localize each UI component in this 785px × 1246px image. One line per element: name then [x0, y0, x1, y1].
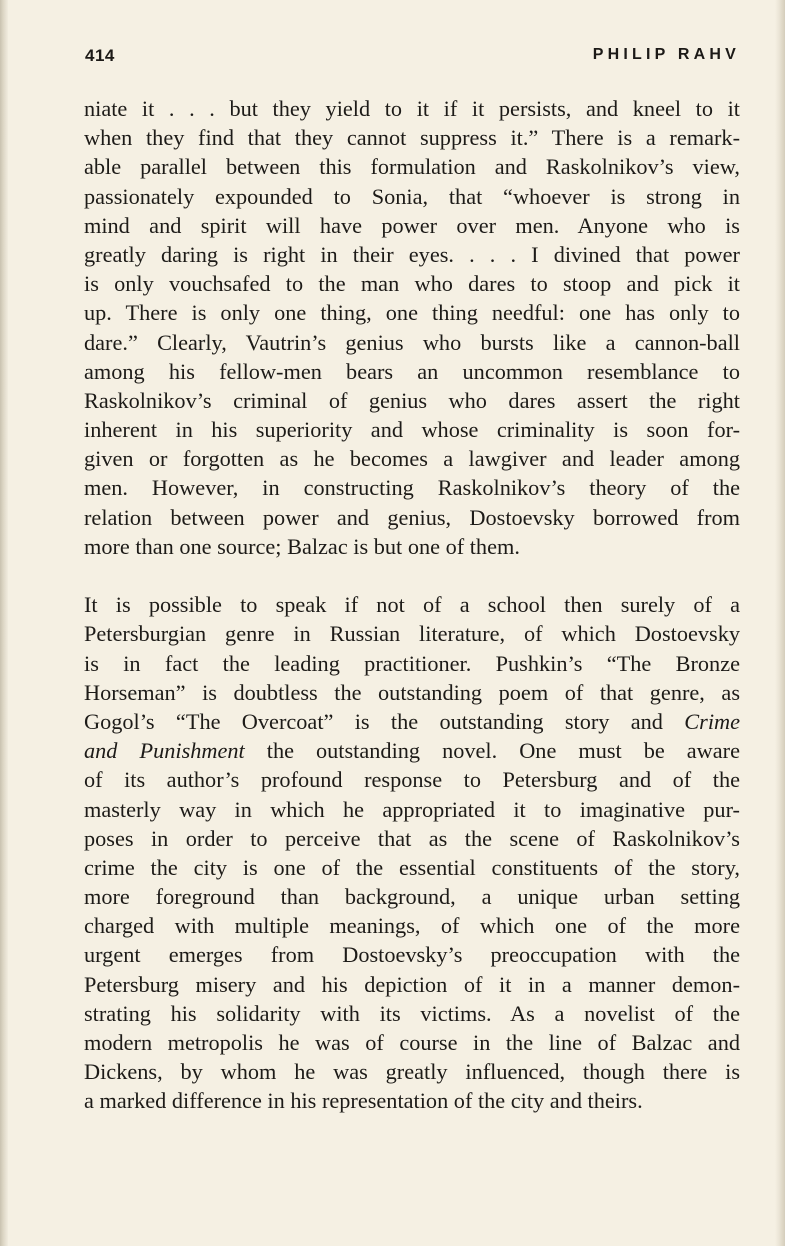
text-line: Horseman” is doubtless the outstanding poem of that genre, as	[84, 679, 740, 705]
text-line: given or forgotten as he becomes a lawgiver and leader among	[84, 446, 740, 472]
page-left-edge	[0, 0, 8, 1246]
text-line: relation between power and genius, Dostoevsky borrowed from	[84, 504, 740, 530]
paragraph-1	[84, 94, 740, 561]
text-line: It is possible to speak if not of a school then surely of a	[84, 592, 740, 618]
body-text	[84, 94, 740, 1116]
italic-title-word: and	[84, 738, 118, 764]
text-line: Dickens, by whom he was greatly influenced, though there is	[84, 1059, 740, 1085]
text-line: more foreground than background, a unique urban setting	[84, 884, 740, 910]
text-line: Petersburg misery and his depiction of it in a manner demon-	[84, 971, 740, 997]
text-line: poses in order to perceive that as the scene of Raskolnikov’s	[84, 825, 740, 851]
italic-title-word: Punishment	[139, 738, 245, 764]
text-line: mind and spirit will have power over men. Anyone who is	[84, 212, 740, 238]
text-line: inherent in his superiority and whose criminality is soon for-	[84, 417, 740, 443]
text-line: passionately expounded to Sonia, that “whoever is strong in	[84, 183, 740, 209]
text-line: men. However, in constructing Raskolnikov’s theory of the	[84, 475, 740, 501]
running-head: PHILIP RAHV	[592, 46, 740, 63]
text-line-with-italic	[84, 736, 740, 765]
text-line: Petersburgian genre in Russian literature, of which Dostoevsky	[84, 621, 740, 647]
text-line: a marked difference in his representation of the city and theirs.	[84, 1088, 643, 1114]
text-line: greatly daring is right in their eyes. . . . I divined that power	[84, 241, 740, 267]
text-line: is only vouchsafed to the man who dares to stoop and pick it	[84, 271, 740, 297]
page-header	[85, 46, 740, 72]
text-line: dare.” Clearly, Vautrin’s genius who bursts like a cannon-ball	[84, 329, 740, 355]
text-line: urgent emerges from Dostoevsky’s preoccupation with the	[84, 942, 740, 968]
text-line-with-italic	[84, 707, 740, 736]
text-line: masterly way in which he appropriated it to imaginative pur-	[84, 796, 740, 822]
italic-title-word: Crime	[684, 708, 740, 734]
paragraph-2	[84, 590, 740, 1115]
text-line: crime the city is one of the essential constituents of the story,	[84, 854, 740, 880]
text-line: more than one source; Balzac is but one of them.	[84, 533, 520, 559]
text-segment: Gogol’s “The Overcoat” is the outstanding story and	[84, 708, 663, 734]
text-line: Raskolnikov’s criminal of genius who dares assert the right	[84, 387, 740, 413]
text-line: able parallel between this formulation and Raskolnikov’s view,	[84, 154, 740, 180]
text-line: up. There is only one thing, one thing needful: one has only to	[84, 300, 740, 326]
text-line: modern metropolis he was of course in the line of Balzac and	[84, 1030, 740, 1055]
text-segment: the outstanding novel. One must be aware	[266, 738, 740, 764]
paragraph-gap	[84, 561, 740, 590]
page-number: 414	[85, 46, 115, 65]
page-right-edge	[775, 0, 785, 1246]
text-line: niate it . . . but they yield to it if it persists, and kneel to it	[84, 96, 740, 121]
text-line: strating his solidarity with its victims. As a novelist of the	[84, 1000, 740, 1026]
text-line: when they find that they cannot suppress it.” There is a remark-	[84, 125, 740, 151]
text-line: is in fact the leading practitioner. Pushkin’s “The Bronze	[84, 650, 740, 676]
text-line: among his fellow-men bears an uncommon resemblance to	[84, 358, 740, 384]
text-line: charged with multiple meanings, of which one of the more	[84, 913, 740, 939]
text-line: of its author’s profound response to Petersburg and of the	[84, 767, 740, 793]
